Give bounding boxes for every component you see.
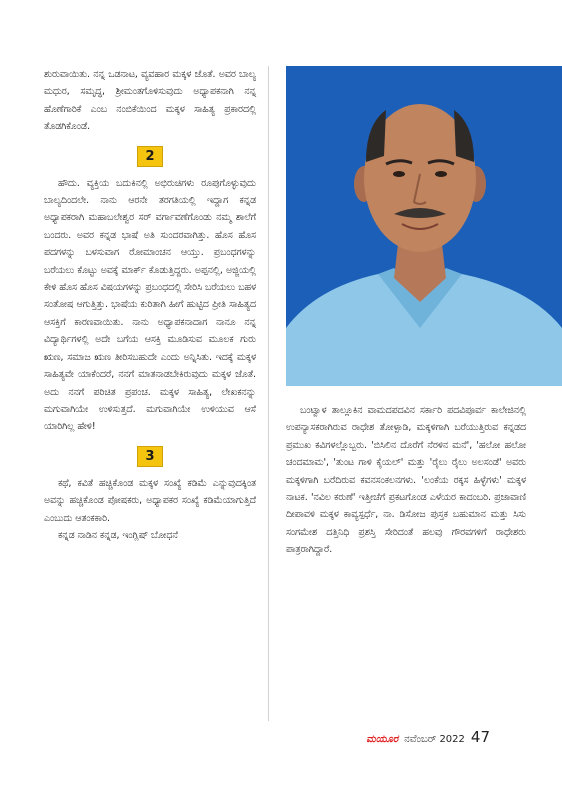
paragraph-section-2: ಹೌದು. ವ್ಯಕ್ತಿಯ ಬದುಕಿನಲ್ಲಿ ಅಭಿರುಚಿಗಳು ರೂಪುಗೊಳ್ಳುವುದು ಬಾಲ್ಯದಿಂದಲೇ. ನಾನು ಆರನೇ ತರಗತಿಯಲ್ಲಿ ಇದ್ದಾಗ ಕನ್ನಡ ಅಧ್ಯಾಪಕರಾಗಿ ಮಹಾಬಲೇಶ್ವರ ಸರ್ ವರ್ಗಾವಣೆಗೊಂಡು ನಮ್ಮ ಶಾಲೆಗೆ ಬಂದರು. ಅವರ ಕನ್ನಡ ಭಾಷೆ ಅತಿ ಸುಂದರವಾಗಿತ್ತು. ಹೊಸ ಹೊಸ ಪದಗಳನ್ನು ಬಳಸುವಾಗ ರೋಮಾಂಚನ ಆಯ್ತು. ಪ್ರಬಂಧಗಳನ್ನು ಬರೆಯಲು ಕೊಟ್ಟು ಅವಕ್ಕೆ ಮಾರ್ಕ್ ಕೊಡುತ್ತಿದ್ದರು. ಅಪ್ಪನಲ್ಲಿ, ಅಜ್ಜಿಯಲ್ಲಿ ಕೇಳಿ ಹೊಸ ಹೊಸ ವಿಷಯಗಳನ್ನು ಪ್ರಬಂಧದಲ್ಲಿ ಸೇರಿಸಿ ಬರೆಯಲು ಬಹಳ ಸಂತೋಷ ಆಗುತ್ತಿತ್ತು. ಭಾಷೆಯ ಕುರಿತಾಗಿ ಹೀಗೆ ಹುಟ್ಟಿದ ಪ್ರೀತಿ ಸಾಹಿತ್ಯದ ಆಸಕ್ತಿಗೆ ಕಾರಣವಾಯಿತು. ನಾನು ಅಧ್ಯಾಪಕನಾದಾಗ ನಾನೂ ನನ್ನ ವಿದ್ಯಾರ್ಥಿಗಳಲ್ಲಿ ಅದೇ ಬಗೆಯ ಆಸಕ್ತಿ ಮೂಡಿಸುವ ಮೂಲಕ ಗುರು ಋಣ, ಸಮಾಜ ಋಣ ತೀರಿಸಬಹುದೇ ಎಂದು ಅನ್ನಿಸಿತು. ಇದಕ್ಕೆ ಮಕ್ಕಳ ಸಾಹಿತ್ಯವೇ ಯಾಕೆಂದರೆ, ನನಗೆ ಮಾತನಾಡಬೇಕಿರುವುದು ಮಕ್ಕಳ ಜೊತೆ. ಅದು ನನಗೆ ಪರಿಚಿತ ಪ್ರಪಂಚ. ಮಕ್ಕಳ ಸಾಹಿತ್ಯ, ಲೇಖಕನನ್ನು ಮಗುವಾಗಿಯೇ ಉಳಿಸುತ್ತದೆ. ಮಗುವಾಗಿಯೇ ಉಳಿಯುವ ಆಸೆ ಯಾರಿಗಿಲ್ಲ ಹೇಳಿ! [44, 177, 256, 433]
issue-month: ನವೆಂಬರ್ 2022 [404, 734, 465, 745]
page-number: 47 [470, 728, 490, 746]
section-number-badge: 2 [137, 146, 163, 167]
left-text-column [44, 66, 256, 544]
author-photo [286, 66, 562, 386]
paragraph-continued: ಕನ್ನಡ ನಾಡಿನ ಕನ್ನಡ, ಇಂಗ್ಲಿಷ್ ಬೋಧನೆ [58, 529, 178, 541]
magazine-logo: ಮಯೂರ [366, 734, 399, 745]
section-number-badge: 3 [137, 446, 163, 467]
author-bio-paragraph: ಬಂಟ್ವಾಳ ತಾಲ್ಲೂಕಿನ ವಾಮದಪದವಿನ ಸರ್ಕಾರಿ ಪದವಿಪೂರ್ವ ಕಾಲೇಜಿನಲ್ಲಿ ಉಪನ್ಯಾಸಕರಾಗಿರುವ ರಾಧೇಶ ತೋಳ್ಪಾಡಿ, ಮಕ್ಕಳಿಗಾಗಿ ಬರೆಯುತ್ತಿರುವ ಕನ್ನಡದ ಪ್ರಮುಖ ಕವಿಗಳಲ್ಲೊಬ್ಬರು. 'ಬಿಸಿಲಿನ ದೊರೆಗೆ ನೆರಳಿನ ಮನೆ', 'ಹಲೋ ಹಲೋ ಚಂದಮಾಮ', 'ತುಂಟ ಗಾಳಿ ಕೈಯಲ್' ಮತ್ತು 'ರೈಲು ರೈಲು ಅಲಸಂಡೆ' ಅವರು ಮಕ್ಕಳಿಗಾಗಿ ಬರೆದಿರುವ ಕವನಸಂಕಲನಗಳು. 'ಲಂಕೆಯ ರಕ್ಕಸ ಹಿಳ್ಳೆಗಳು' ಮಕ್ಕಳ ನಾಟಕ. 'ನವಿಲ ಕರುಣೆ' ಇತ್ತೀಚೆಗೆ ಪ್ರಕಟಗೊಂಡ ಎಳೆಯರ ಕಾದಂಬರಿ. ಪ್ರಜಾವಾಣಿ ದೀಪಾವಳಿ ಮಕ್ಕಳ ಕಾವ್ಯಸ್ಪರ್ಧೆ, ನಾ. ಡಿಸೋಜ ಪುಸ್ತಕ ಬಹುಮಾನ ಮತ್ತು ಸಿಸು ಸಂಗಮೇಶ ದತ್ತಿನಿಧಿ ಪ್ರಶಸ್ತಿ ಸೇರಿದಂತೆ ಹಲವು ಗೌರವಗಳಿಗೆ ರಾಧೇಶರು ಪಾತ್ರರಾಗಿದ್ದಾರೆ. [286, 405, 526, 556]
author-bio-column [286, 402, 526, 559]
paragraph-intro: ಶುರುವಾಯಿತು. ನನ್ನ ಒಡನಾಟ, ವ್ಯವಹಾರ ಮಕ್ಕಳ ಜೊತೆ. ಅವರ ಬಾಲ್ಯ ಮಧುರ, ಸಮೃದ್ಧ, ಶ್ರೀಮಂತಗೊಳಿಸುವುದು ಅಧ್ಯಾಪಕನಾಗಿ ನನ್ನ ಹೊಣೆಗಾರಿಕೆ ಎಂಬ ನಂಬಿಕೆಯಿಂದ ಮಕ್ಕಳ ಸಾಹಿತ್ಯ ಪ್ರಕಾರದಲ್ಲಿ ತೊಡಗಿಕೊಂಡೆ. [44, 69, 256, 133]
author-portrait-illustration [286, 66, 562, 386]
page-footer [366, 728, 490, 748]
paragraph-section-3: ಕಥೆ, ಕವಿತೆ ಹಚ್ಚಿಕೊಂಡ ಮಕ್ಕಳ ಸಂಖ್ಯೆ ಕಡಿಮೆ ಎನ್ನುವುದಕ್ಕಿಂತ ಅವನ್ನು ಹಚ್ಚಿಕೊಂಡ ಪೋಷಕರು, ಅಧ್ಯಾಪಕರ ಸಂಖ್ಯೆ ಕಡಿಮೆಯಾಗುತ್ತಿದೆ ಎಂಬುದು ಆತಂಕಕಾರಿ. [44, 477, 256, 524]
column-divider [268, 66, 269, 721]
